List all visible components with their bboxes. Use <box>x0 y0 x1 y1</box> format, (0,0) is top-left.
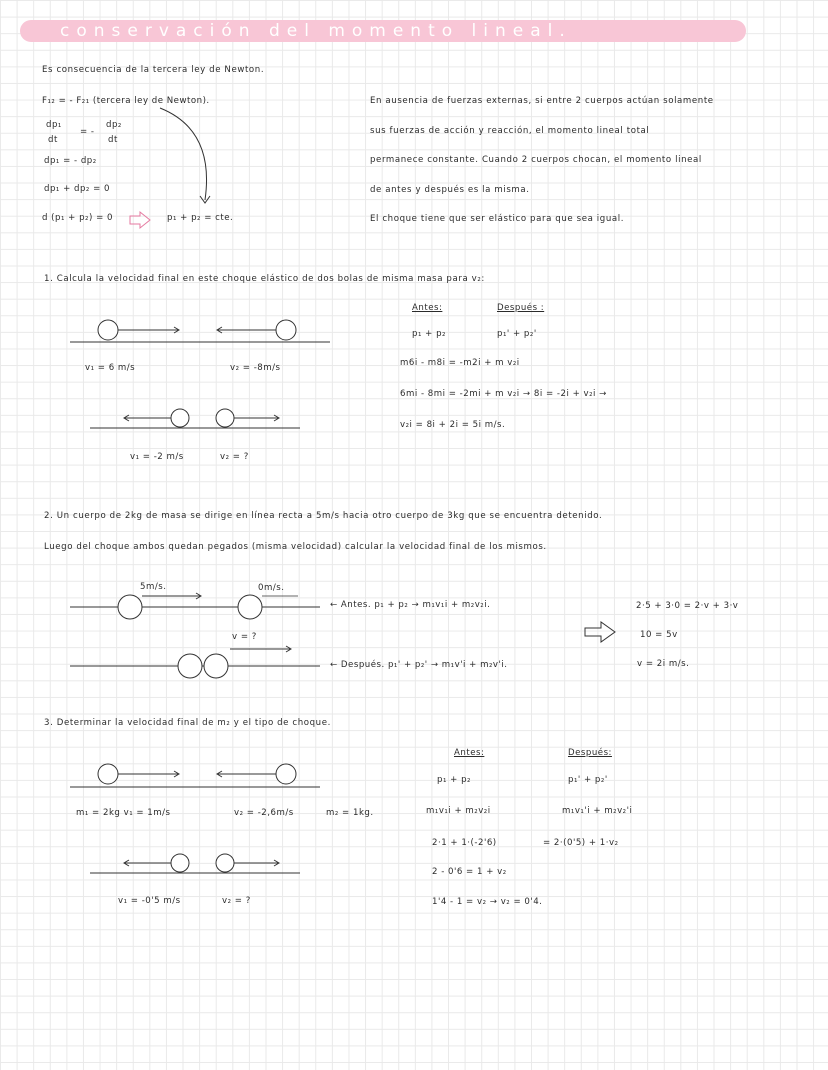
ex1-antes-label: Antes: <box>412 303 443 313</box>
eq2-num-left: dp₁ <box>46 120 62 130</box>
ex2-body2-before <box>238 595 262 619</box>
eq5: d (p₁ + p₂) = 0 <box>42 213 113 223</box>
ex2-body1-before <box>118 595 142 619</box>
ex2-despues-line: ← Después. p₁' + p₂' → m₁v'i + m₂v'i. <box>330 660 508 670</box>
ex3-m1v1: m₁ = 2kg v₁ = 1m/s <box>76 808 171 818</box>
ex1-step2: 6mi - 8mi = -2mi + m v₂i → 8i = -2i + v₂i → <box>400 389 607 399</box>
explanation-line: El choque tiene que ser elástico para que sea igual. <box>370 214 625 224</box>
ex3-step1: 2·1 + 1·(-2'6) <box>432 838 497 848</box>
ex1-statement: 1. Calcula la velocidad final en este choque elástico de dos bolas de misma masa para v₂: <box>44 274 485 284</box>
eq2-num-right: dp₂ <box>106 120 122 130</box>
eq2-mid: = - <box>80 127 95 137</box>
ex2-v2: 0m/s. <box>258 583 285 593</box>
ex2-v1: 5m/s. <box>140 582 167 592</box>
ex3-v2: v₂ = -2,6m/s <box>234 808 294 818</box>
page-title: conservación del momento lineal. <box>60 21 572 41</box>
explanation-line: sus fuerzas de acción y reacción, el momento lineal total <box>370 126 650 136</box>
ex3-despues-eq: p₁' + p₂' <box>568 775 608 785</box>
explanation-line: de antes y después es la misma. <box>370 185 530 195</box>
intro-curve-arrow <box>160 108 207 200</box>
ex2-antes-line: ← Antes. p₁ + p₂ → m₁v₁i + m₂v₂i. <box>330 600 491 610</box>
explanation-line: permanece constante. Cuando 2 cuerpos chocan, el momento lineal <box>370 155 702 165</box>
ex3-antes-eq: p₁ + p₂ <box>437 775 471 785</box>
ex3-statement: 3. Determinar la velocidad final de m₂ y el tipo de choque. <box>44 718 331 728</box>
ex3-ball1-before <box>98 764 118 784</box>
ex1-ball1-before <box>98 320 118 340</box>
ex3-despues-m: m₁v₁'i + m₂v₂'i <box>562 806 633 816</box>
ex3-ball2-before <box>276 764 296 784</box>
ex1-v2-after: v₂ = ? <box>220 452 249 462</box>
conservation-result: p₁ + p₂ = cte. <box>167 213 234 223</box>
ex3-step2: 2 - 0'6 = 1 + v₂ <box>432 867 507 877</box>
ex3-v2-after: v₂ = ? <box>222 896 251 906</box>
ex1-ball2-before <box>276 320 296 340</box>
ex1-step3: v₂i = 8i + 2i = 5i m/s. <box>400 420 506 430</box>
newton-third-law-eq: F₁₂ = - F₂₁ (tercera ley de Newton). <box>42 96 210 106</box>
ex2-statement: Luego del choque ambos quedan pegados (misma velocidad) calcular la velocidad final de los mismos. <box>44 542 547 552</box>
ex3-step1b: = 2·(0'5) + 1·v₂ <box>543 838 619 848</box>
eq2-den-left: dt <box>48 135 58 145</box>
ex3-step3: 1'4 - 1 = v₂ → v₂ = 0'4. <box>432 897 543 907</box>
ex2-statement: 2. Un cuerpo de 2kg de masa se dirige en línea recta a 5m/s hacia otro cuerpo de 3kg que se encuentra detenido. <box>44 511 603 521</box>
ex1-despues-eq: p₁' + p₂' <box>497 329 537 339</box>
ex2-body1-after <box>178 654 202 678</box>
ex3-v1-after: v₁ = -0'5 m/s <box>118 896 181 906</box>
ex1-antes-eq: p₁ + p₂ <box>412 329 446 339</box>
ex1-ball1-after <box>171 409 189 427</box>
ex1-ball2-after <box>216 409 234 427</box>
ex3-despues-label: Después: <box>568 748 612 758</box>
ex1-step1: m6i - m8i = -m2i + m v₂i <box>400 358 520 368</box>
ex3-antes-m: m₁v₁i + m₂v₂i <box>426 806 491 816</box>
ex2-result2: 10 = 5v <box>640 630 678 640</box>
ex1-v1-after: v₁ = -2 m/s <box>130 452 184 462</box>
ex3-antes-label: Antes: <box>454 748 485 758</box>
ex1-v1-before: v₁ = 6 m/s <box>85 363 136 373</box>
eq2-den-right: dt <box>108 135 118 145</box>
ex2-body2-after <box>204 654 228 678</box>
ex1-despues-label: Después : <box>497 303 545 313</box>
ex3-ball2-after <box>216 854 234 872</box>
ex3-ball1-after <box>171 854 189 872</box>
ex2-v-unknown: v = ? <box>232 632 257 642</box>
implies-arrow-icon <box>130 212 150 228</box>
ex3-m2: m₂ = 1kg. <box>326 808 374 818</box>
ex1-v2-before: v₂ = -8m/s <box>230 363 281 373</box>
eq3: dp₁ = - dp₂ <box>44 156 97 166</box>
intro-line: Es consecuencia de la tercera ley de Newton. <box>42 65 265 75</box>
ex2-implies-arrow-icon <box>585 622 615 642</box>
ex2-result3: v = 2i m/s. <box>637 659 690 669</box>
ex2-result1: 2·5 + 3·0 = 2·v + 3·v <box>636 601 739 611</box>
eq4: dp₁ + dp₂ = 0 <box>44 184 111 194</box>
explanation-line: En ausencia de fuerzas externas, si entre 2 cuerpos actúan solamente <box>370 96 714 106</box>
